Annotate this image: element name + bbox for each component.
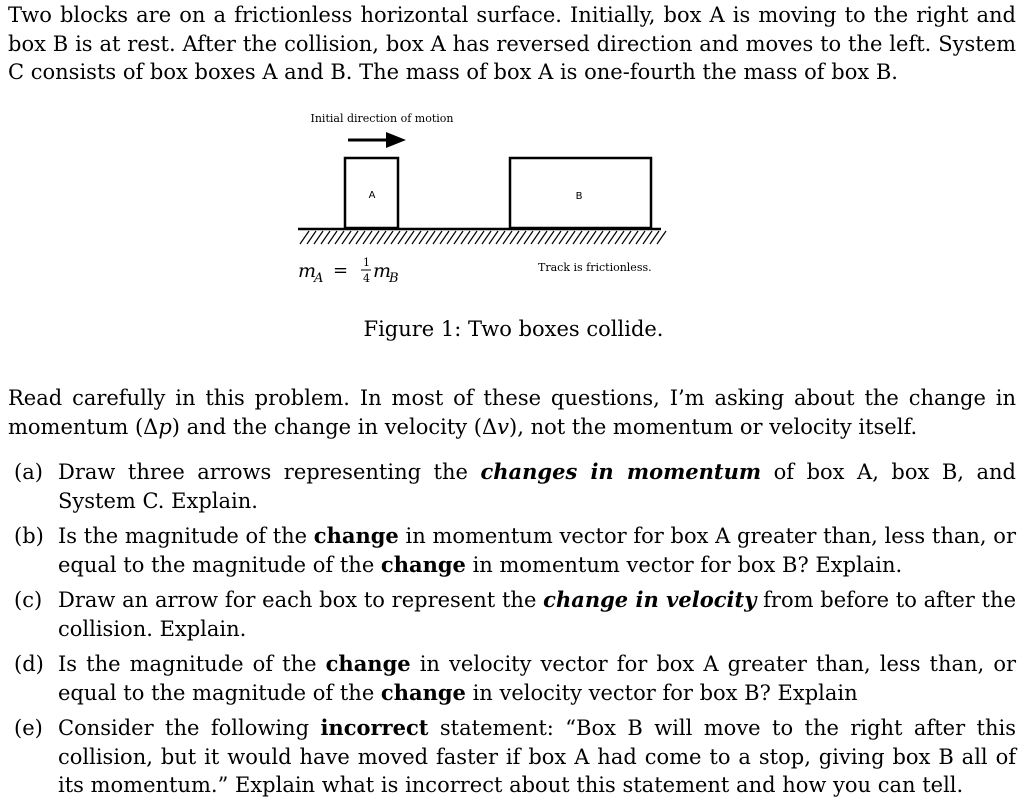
- svg-text:B: B: [389, 271, 399, 286]
- momentum-vector-symbol: p: [158, 414, 172, 439]
- question-a: (a) Draw three arrows representing the changes in momentum of box A, box B, and System C. Explain.: [14, 459, 1016, 513]
- svg-text:m: m: [298, 260, 317, 282]
- reading-note: Read carefully in this problem. In most of these questions, I’m asking about the change in momentum (Δp) and the change in velocity (Δv), not the momentum or velocity itself.: [8, 386, 1016, 439]
- svg-text:=: =: [333, 260, 349, 281]
- figure: [0, 0, 1027, 360]
- figure-caption: Figure 1: Two boxes collide.: [363, 317, 664, 341]
- direction-label: Initial direction of motion: [310, 112, 454, 125]
- track-hatching: [300, 231, 666, 244]
- question-e: (e) Consider the following incorrect statement: “Box B will move to the right after this collision, but it would have moved faster if box A had come to a stop, giving box B all of its momentum.” Explain what is incorrect about this statement and how you can tell.: [14, 715, 1016, 797]
- question-d: (d) Is the magnitude of the change in velocity vector for box A greater than, less than, or equal to the magnitude of the change in velocity vector for box B? Explain: [14, 651, 1016, 705]
- box-a-label: A: [368, 190, 376, 201]
- question-label: (a): [14, 460, 43, 484]
- problem-intro: Two blocks are on a frictionless horizontal surface. Initially, box A is moving to the right and box B is at rest. After the collision, box A has reversed direction and moves to the left. System C consists of box boxes A and B. The mass of box A is one-fourth the mass of box B.: [8, 3, 1016, 84]
- question-label: (b): [14, 524, 44, 548]
- box-b-label: B: [575, 191, 583, 202]
- mass-relation: [298, 256, 399, 286]
- velocity-vector-symbol: v: [497, 414, 510, 439]
- svg-text:m: m: [373, 260, 392, 282]
- svg-text:A: A: [314, 271, 324, 286]
- svg-text:1: 1: [363, 256, 370, 269]
- question-c: (c) Draw an arrow for each box to represent the change in velocity from before to after the collision. Explain.: [14, 587, 1017, 641]
- track-note: Track is frictionless.: [538, 261, 652, 274]
- question-label: (d): [14, 652, 44, 676]
- question-label: (c): [14, 588, 43, 612]
- right-arrow-icon: [348, 132, 406, 148]
- question-b: (b) Is the magnitude of the change in momentum vector for box A greater than, less than, or equal to the magnitude of the change in momentum vector for box B? Explain.: [14, 523, 1016, 577]
- question-label: (e): [14, 716, 43, 740]
- question-list: [14, 458, 1016, 807]
- collision-diagram: [0, 0, 1027, 360]
- svg-text:4: 4: [363, 272, 370, 285]
